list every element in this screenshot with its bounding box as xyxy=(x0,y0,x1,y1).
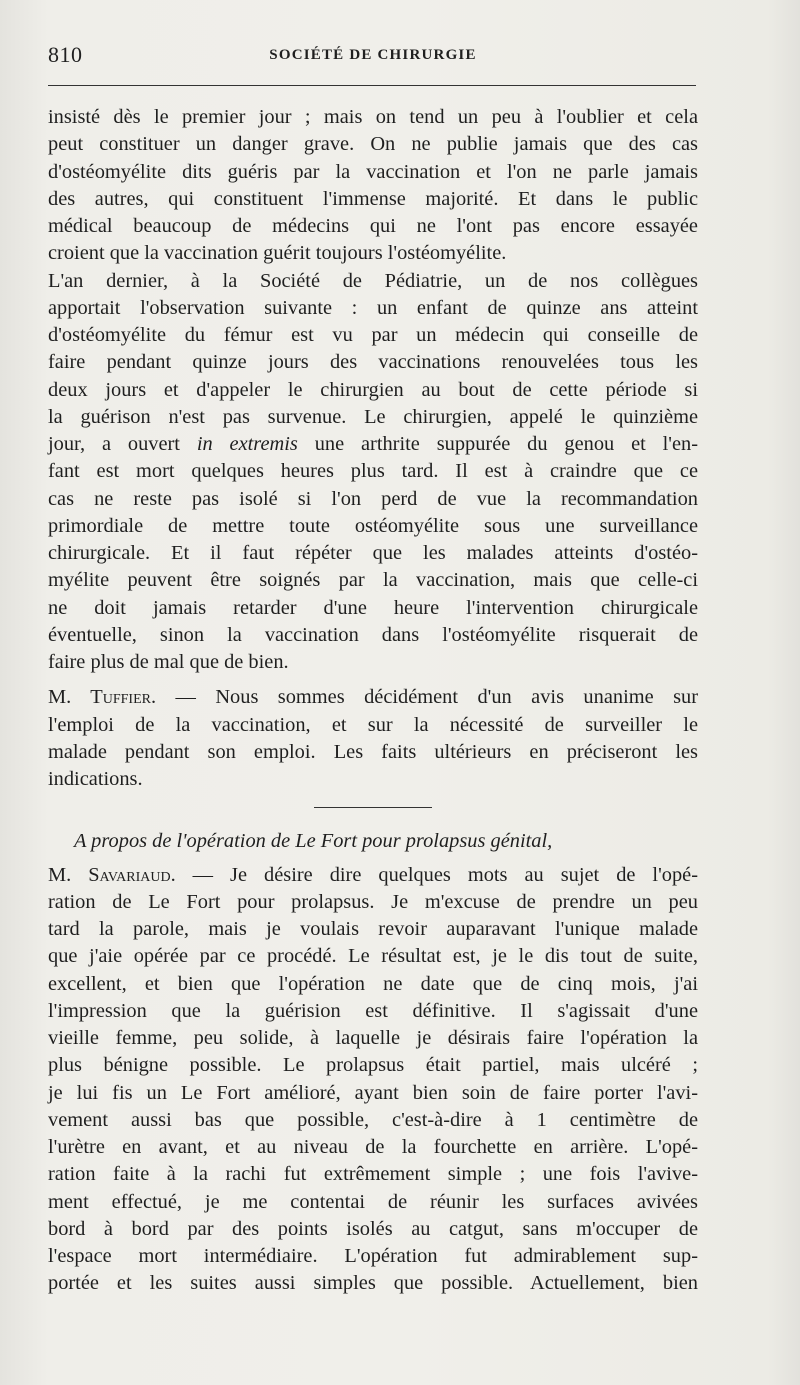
paragraph-pediatrics-case xyxy=(48,268,698,677)
speaker-name: M. Tuffier. xyxy=(48,686,157,709)
text-line: d'ostéomyélite dits guéris par la vaccination et l'on ne parle jamais xyxy=(48,160,698,183)
text-line: croient que la vaccination guérit toujours l'ostéomyélite. xyxy=(48,242,507,265)
text-line: portée et les suites aussi simples que possible. Actuellement, bien xyxy=(48,1272,698,1295)
text-line: l'emploi de la vaccination, et sur la nécessité de surveiller le xyxy=(48,713,698,736)
text-line: cas ne reste pas isolé si l'on perd de vue la recommandation xyxy=(48,487,698,510)
text-line: L'an dernier, à la Société de Pédiatrie, un de nos collègues xyxy=(48,269,698,292)
text-run: jour, a ouvert xyxy=(48,433,197,455)
text-line: faire plus de mal que de bien. xyxy=(48,651,289,673)
page-header xyxy=(48,42,698,72)
text-line: ne doit jamais retarder d'une heure l'intervention chirurgicale xyxy=(48,596,698,619)
text-line: fant est mort quelques heures plus tard. Il est à craindre que ce xyxy=(48,460,698,483)
text-line-extremis xyxy=(48,431,698,458)
section-separator xyxy=(314,807,432,808)
section-title: A propos de l'opération de Le Fort pour prolapsus génital, xyxy=(74,830,553,853)
text-line: chirurgicale. Et il faut répéter que les malades atteints d'ostéo- xyxy=(48,542,698,564)
page-body xyxy=(48,104,698,1298)
text-line: tard la parole, mais je voulais revoir auparavant l'unique malade xyxy=(48,918,698,940)
paragraph-tuffier xyxy=(48,684,698,793)
running-head: SOCIÉTÉ DE CHIRURGIE xyxy=(269,47,477,63)
text-line: vieille femme, peu solide, à laquelle je désirais faire l'opération la xyxy=(48,1027,698,1049)
text-line: apportait l'observation suivante : un enfant de quinze ans atteint xyxy=(48,296,698,319)
text-run: — Je désire dire quelques mots au sujet de l'opé- xyxy=(175,863,698,886)
header-rule xyxy=(48,85,696,86)
text-run: une arthrite suppurée du genou et l'en- xyxy=(297,433,699,455)
text-line: l'espace mort intermédiaire. L'opération fut admirablement sup- xyxy=(48,1245,698,1267)
text-run: — Nous sommes décidément d'un avis unanime sur xyxy=(156,686,698,709)
text-line: vement aussi bas que possible, c'est-à-dire à 1 centimètre de xyxy=(48,1108,698,1131)
text-line: ration faite à la rachi fut extrêmement simple ; une fois l'avive- xyxy=(48,1163,698,1186)
italic-phrase: in extremis xyxy=(196,433,298,455)
paragraph-savariaud xyxy=(48,862,698,1298)
text-line: ment effectué, je me contentai de réunir les surfaces avivées xyxy=(48,1190,698,1213)
text-line: l'urètre en avant, et au niveau de la fourchette en arrière. L'opé- xyxy=(48,1136,698,1158)
text-line: médical beaucoup de médecins qui ne l'ont pas encore essayée xyxy=(48,215,698,237)
paragraph-vaccination-warning xyxy=(48,104,698,268)
text-line: myélite peuvent être soignés par la vaccination, mais que celle-ci xyxy=(48,569,698,592)
text-line: d'ostéomyélite du fémur est vu par un médecin qui conseille de xyxy=(48,324,698,346)
text-line: faire pendant quinze jours des vaccinations renouvelées tous les xyxy=(48,351,698,374)
text-line: primordiale de mettre toute ostéomyélite sous une surveillance xyxy=(48,514,698,537)
text-line: je lui fis un Le Fort amélioré, ayant bien soin de faire porter l'avi- xyxy=(48,1081,698,1104)
speaker-name: M. Savariaud. xyxy=(48,863,176,886)
text-line: la guérison n'est pas survenue. Le chirurgien, appelé le quinzième xyxy=(48,405,698,428)
text-line: bord à bord par des points isolés au catgut, sans m'occuper de xyxy=(48,1217,698,1240)
text-line: peut constituer un danger grave. On ne publie jamais que des cas xyxy=(48,133,698,156)
page-number: 810 xyxy=(48,42,83,67)
text-line: éventuelle, sinon la vaccination dans l'ostéomyélite risquerait de xyxy=(48,623,698,646)
text-line: des autres, qui constituent l'immense majorité. Et dans le public xyxy=(48,187,698,210)
text-line: indications. xyxy=(48,768,143,790)
text-line-speaker xyxy=(48,684,698,711)
text-line: l'impression que la guérision est définitive. Il s'agissait d'une xyxy=(48,999,698,1022)
text-line: plus bénigne possible. Le prolapsus était partiel, mais ulcéré ; xyxy=(48,1054,698,1077)
text-line: excellent, et bien que l'opération ne date que de cinq mois, j'ai xyxy=(48,972,698,995)
text-line: insisté dès le premier jour ; mais on tend un peu à l'oublier et cela xyxy=(48,106,698,128)
text-line: deux jours et d'appeler le chirurgien au bout de cette période si xyxy=(48,378,698,401)
text-line: malade pendant son emploi. Les faits ultérieurs en préciseront les xyxy=(48,740,698,763)
paragraph-gap xyxy=(48,676,698,684)
text-line-speaker xyxy=(48,862,698,889)
text-line: ration de Le Fort pour prolapsus. Je m'excuse de prendre un peu xyxy=(48,890,698,913)
text-line: que j'aie opérée par ce procédé. Le résultat est, je le dis tout de suite, xyxy=(48,945,698,968)
